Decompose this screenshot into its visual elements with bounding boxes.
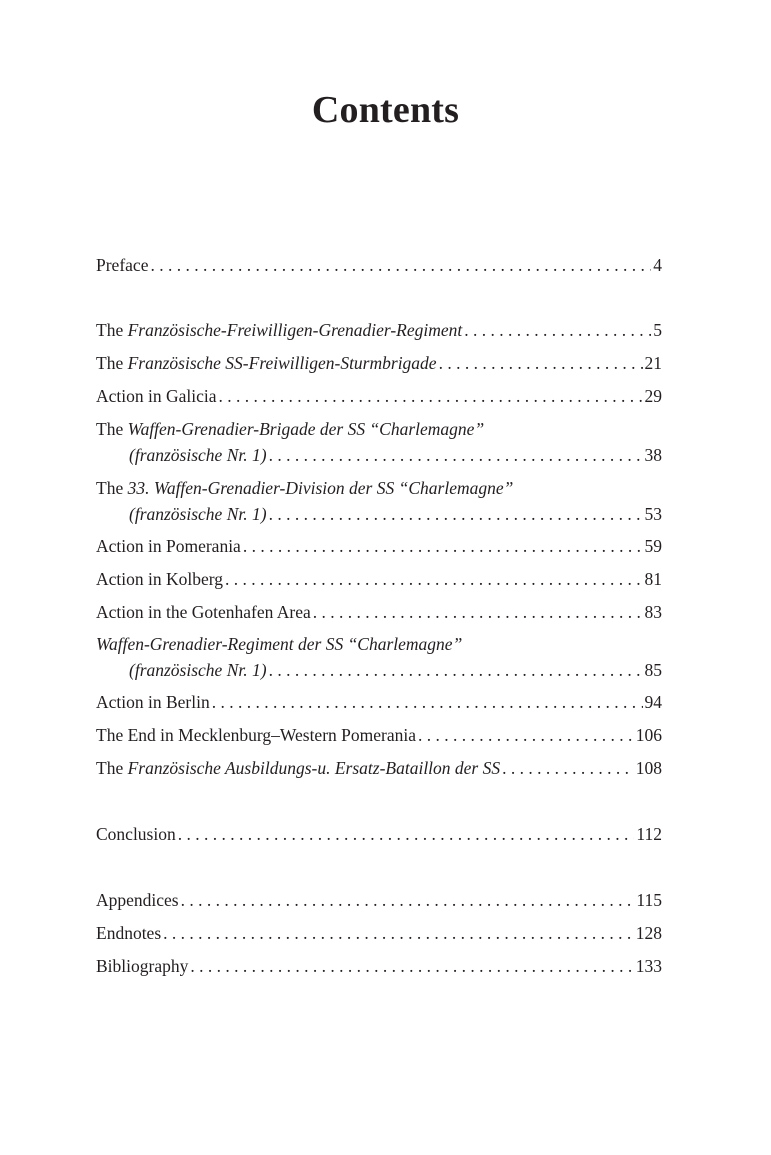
toc-entry-title: The Französische SS-Freiwilligen-Sturmbrigade — [96, 353, 437, 373]
toc-entry-title: Action in Kolberg — [96, 569, 224, 589]
toc-entry-page: 85 — [644, 660, 662, 680]
toc-entry-pomerania[interactable] — [96, 535, 662, 557]
dot-leader — [210, 691, 643, 713]
toc-entry-title: Preface — [96, 255, 149, 275]
dot-leader — [416, 724, 634, 746]
toc-entry-page: 5 — [653, 320, 662, 340]
toc-entry-page: 133 — [635, 956, 662, 976]
dot-leader — [311, 601, 643, 623]
toc-entry-gotenhafen[interactable] — [96, 601, 662, 623]
dot-leader — [500, 757, 634, 779]
toc-entry-page: 29 — [644, 386, 662, 406]
toc-entry-page: 81 — [644, 569, 662, 589]
toc-entry-page: 4 — [653, 255, 662, 275]
toc-entry-bataillon[interactable] — [96, 757, 662, 779]
toc-entry-page: 94 — [644, 692, 662, 712]
toc-entry-mecklenburg[interactable] — [96, 724, 662, 746]
toc-entry-preface[interactable] — [96, 254, 662, 276]
toc-entry-berlin[interactable] — [96, 691, 662, 713]
toc-entry-title: Endnotes — [96, 923, 162, 943]
toc-entry-kolberg[interactable] — [96, 568, 662, 590]
toc-entry-title: The 33. Waffen-Grenadier-Division der SS “Charlemagne” — [96, 478, 514, 498]
toc-entry-page: 53 — [644, 504, 662, 524]
toc-entry-page: 59 — [644, 536, 662, 556]
toc-entry-page: 83 — [644, 602, 662, 622]
dot-leader — [188, 955, 633, 977]
toc-entry-division[interactable] — [96, 477, 662, 525]
toc-entry-page: 106 — [635, 725, 662, 745]
dot-leader — [179, 889, 635, 911]
dot-leader — [267, 659, 643, 681]
toc-entry-title: Action in Galicia — [96, 386, 217, 406]
toc-entry-continuation: (französische Nr. 1) — [129, 660, 267, 680]
toc-entry-regiment[interactable] — [96, 319, 662, 341]
dot-leader — [462, 319, 651, 341]
page-title: Contents — [311, 89, 460, 131]
dot-leader — [223, 568, 642, 590]
toc-entry-title: Bibliography — [96, 956, 189, 976]
toc-entry-waffen-regiment[interactable] — [96, 633, 662, 681]
toc-entry-title: The Französische-Freiwilligen-Grenadier-Regiment — [96, 320, 463, 340]
toc-entry-title: The Französische Ausbildungs-u. Ersatz-Bataillon der SS — [96, 758, 501, 778]
dot-leader — [176, 823, 635, 845]
toc-entry-page: 112 — [636, 824, 662, 844]
toc-entry-page: 128 — [635, 923, 662, 943]
toc-entry-title: Appendices — [96, 890, 179, 910]
dot-leader — [148, 254, 651, 276]
toc-entry-title: Action in the Gotenhafen Area — [96, 602, 311, 622]
toc-entry-page: 21 — [644, 353, 662, 373]
toc-entry-page: 115 — [636, 890, 662, 910]
toc-entry-page: 108 — [635, 758, 662, 778]
toc-entry-title: Action in Pomerania — [96, 536, 241, 556]
toc-entry-title: Waffen-Grenadier-Regiment der SS “Charlemagne” — [96, 634, 463, 654]
toc-entry-continuation: (französische Nr. 1) — [129, 504, 267, 524]
toc-entry-endnotes[interactable] — [96, 922, 662, 944]
toc-entry-title: Conclusion — [96, 824, 176, 844]
toc-entry-bibliography[interactable] — [96, 955, 662, 977]
toc-entry-continuation: (französische Nr. 1) — [129, 445, 267, 465]
toc-entry-brigade[interactable] — [96, 418, 662, 466]
toc-entry-conclusion[interactable] — [96, 823, 662, 845]
toc-entry-title: Action in Berlin — [96, 692, 210, 712]
dot-leader — [241, 535, 643, 557]
dot-leader — [161, 922, 634, 944]
toc-entry-galicia[interactable] — [96, 385, 662, 407]
toc-entry-title: The Waffen-Grenadier-Brigade der SS “Charlemagne” — [96, 419, 485, 439]
dot-leader — [267, 444, 643, 466]
dot-leader — [217, 385, 643, 407]
toc-entry-title: The End in Mecklenburg–Western Pomerania — [96, 725, 416, 745]
toc-entry-page: 38 — [644, 445, 662, 465]
toc-entry-appendices[interactable] — [96, 889, 662, 911]
dot-leader — [267, 503, 643, 525]
toc-entry-sturmbrigade[interactable] — [96, 352, 662, 374]
dot-leader — [437, 352, 643, 374]
